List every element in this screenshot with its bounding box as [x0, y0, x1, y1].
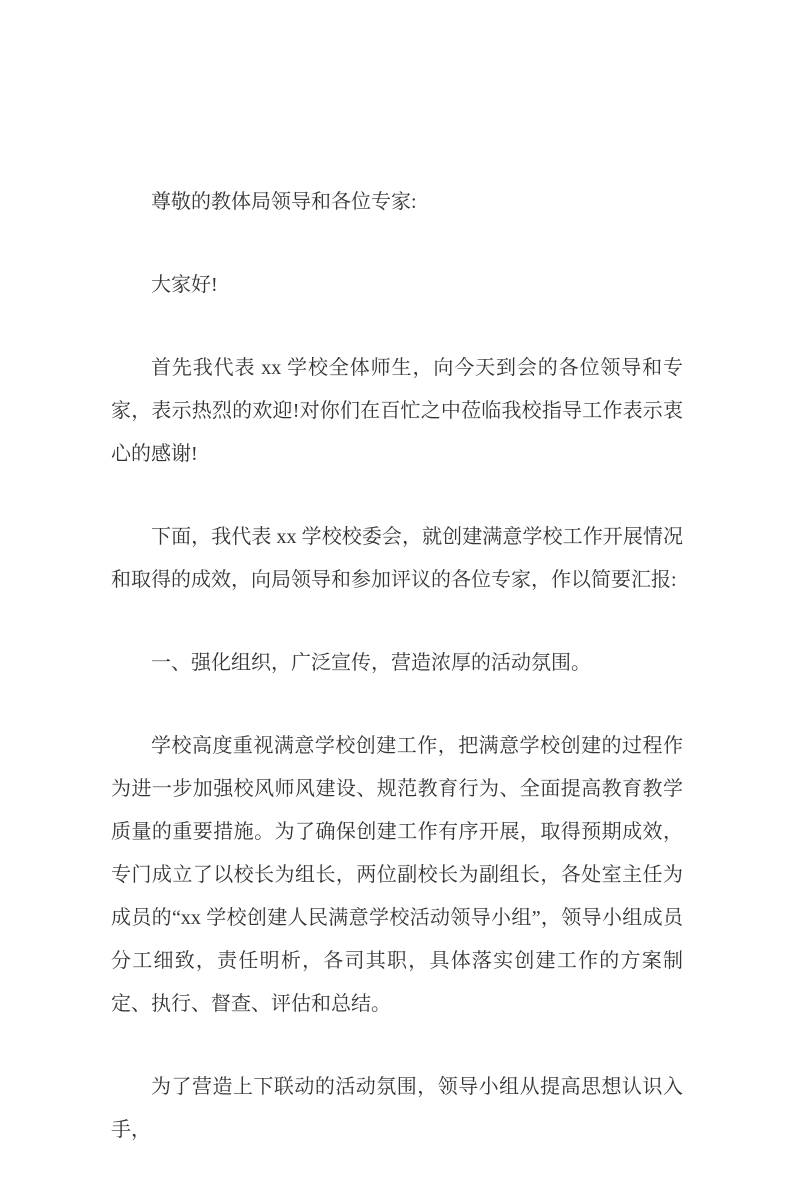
paragraph: 下面，我代表 xx 学校校委会，就创建满意学校工作开展情况和取得的成效，向局领导和参加评议的各位专家，作以简要汇报:: [111, 526, 683, 591]
paragraph: 学校高度重视满意学校创建工作，把满意学校创建的过程作为进一步加强校风师风建设、规范教育行为、全面提高教育教学质量的重要措施。为了确保创建工作有序开展，取得预期成效，专门成立了以校长为组长，两位副校长为副组长，各处室主任为成员的“xx 学校创建人民满意学校活动领导小组”，领导小组成员分工细致，责任明析，各司其职，具体落实创建工作的方案制定、执行、督查、评估和总结。: [111, 735, 683, 1015]
paragraph: 尊敬的教体局领导和各位专家:: [151, 191, 417, 213]
paragraph: 首先我代表 xx 学校全体师生，向今天到会的各位领导和专家，表示热烈的欢迎!对你们在百忙之中莅临我校指导工作表示衷心的感谢!: [111, 357, 683, 465]
paragraph: 大家好!: [151, 274, 218, 296]
paragraph: 一、强化组织，广泛宣传，营造浓厚的活动氛围。: [151, 652, 591, 674]
document-content: [111, 181, 683, 1192]
paragraph: 为了营造上下联动的活动氛围，领导小组从提高思想认识入手，: [111, 1076, 683, 1141]
